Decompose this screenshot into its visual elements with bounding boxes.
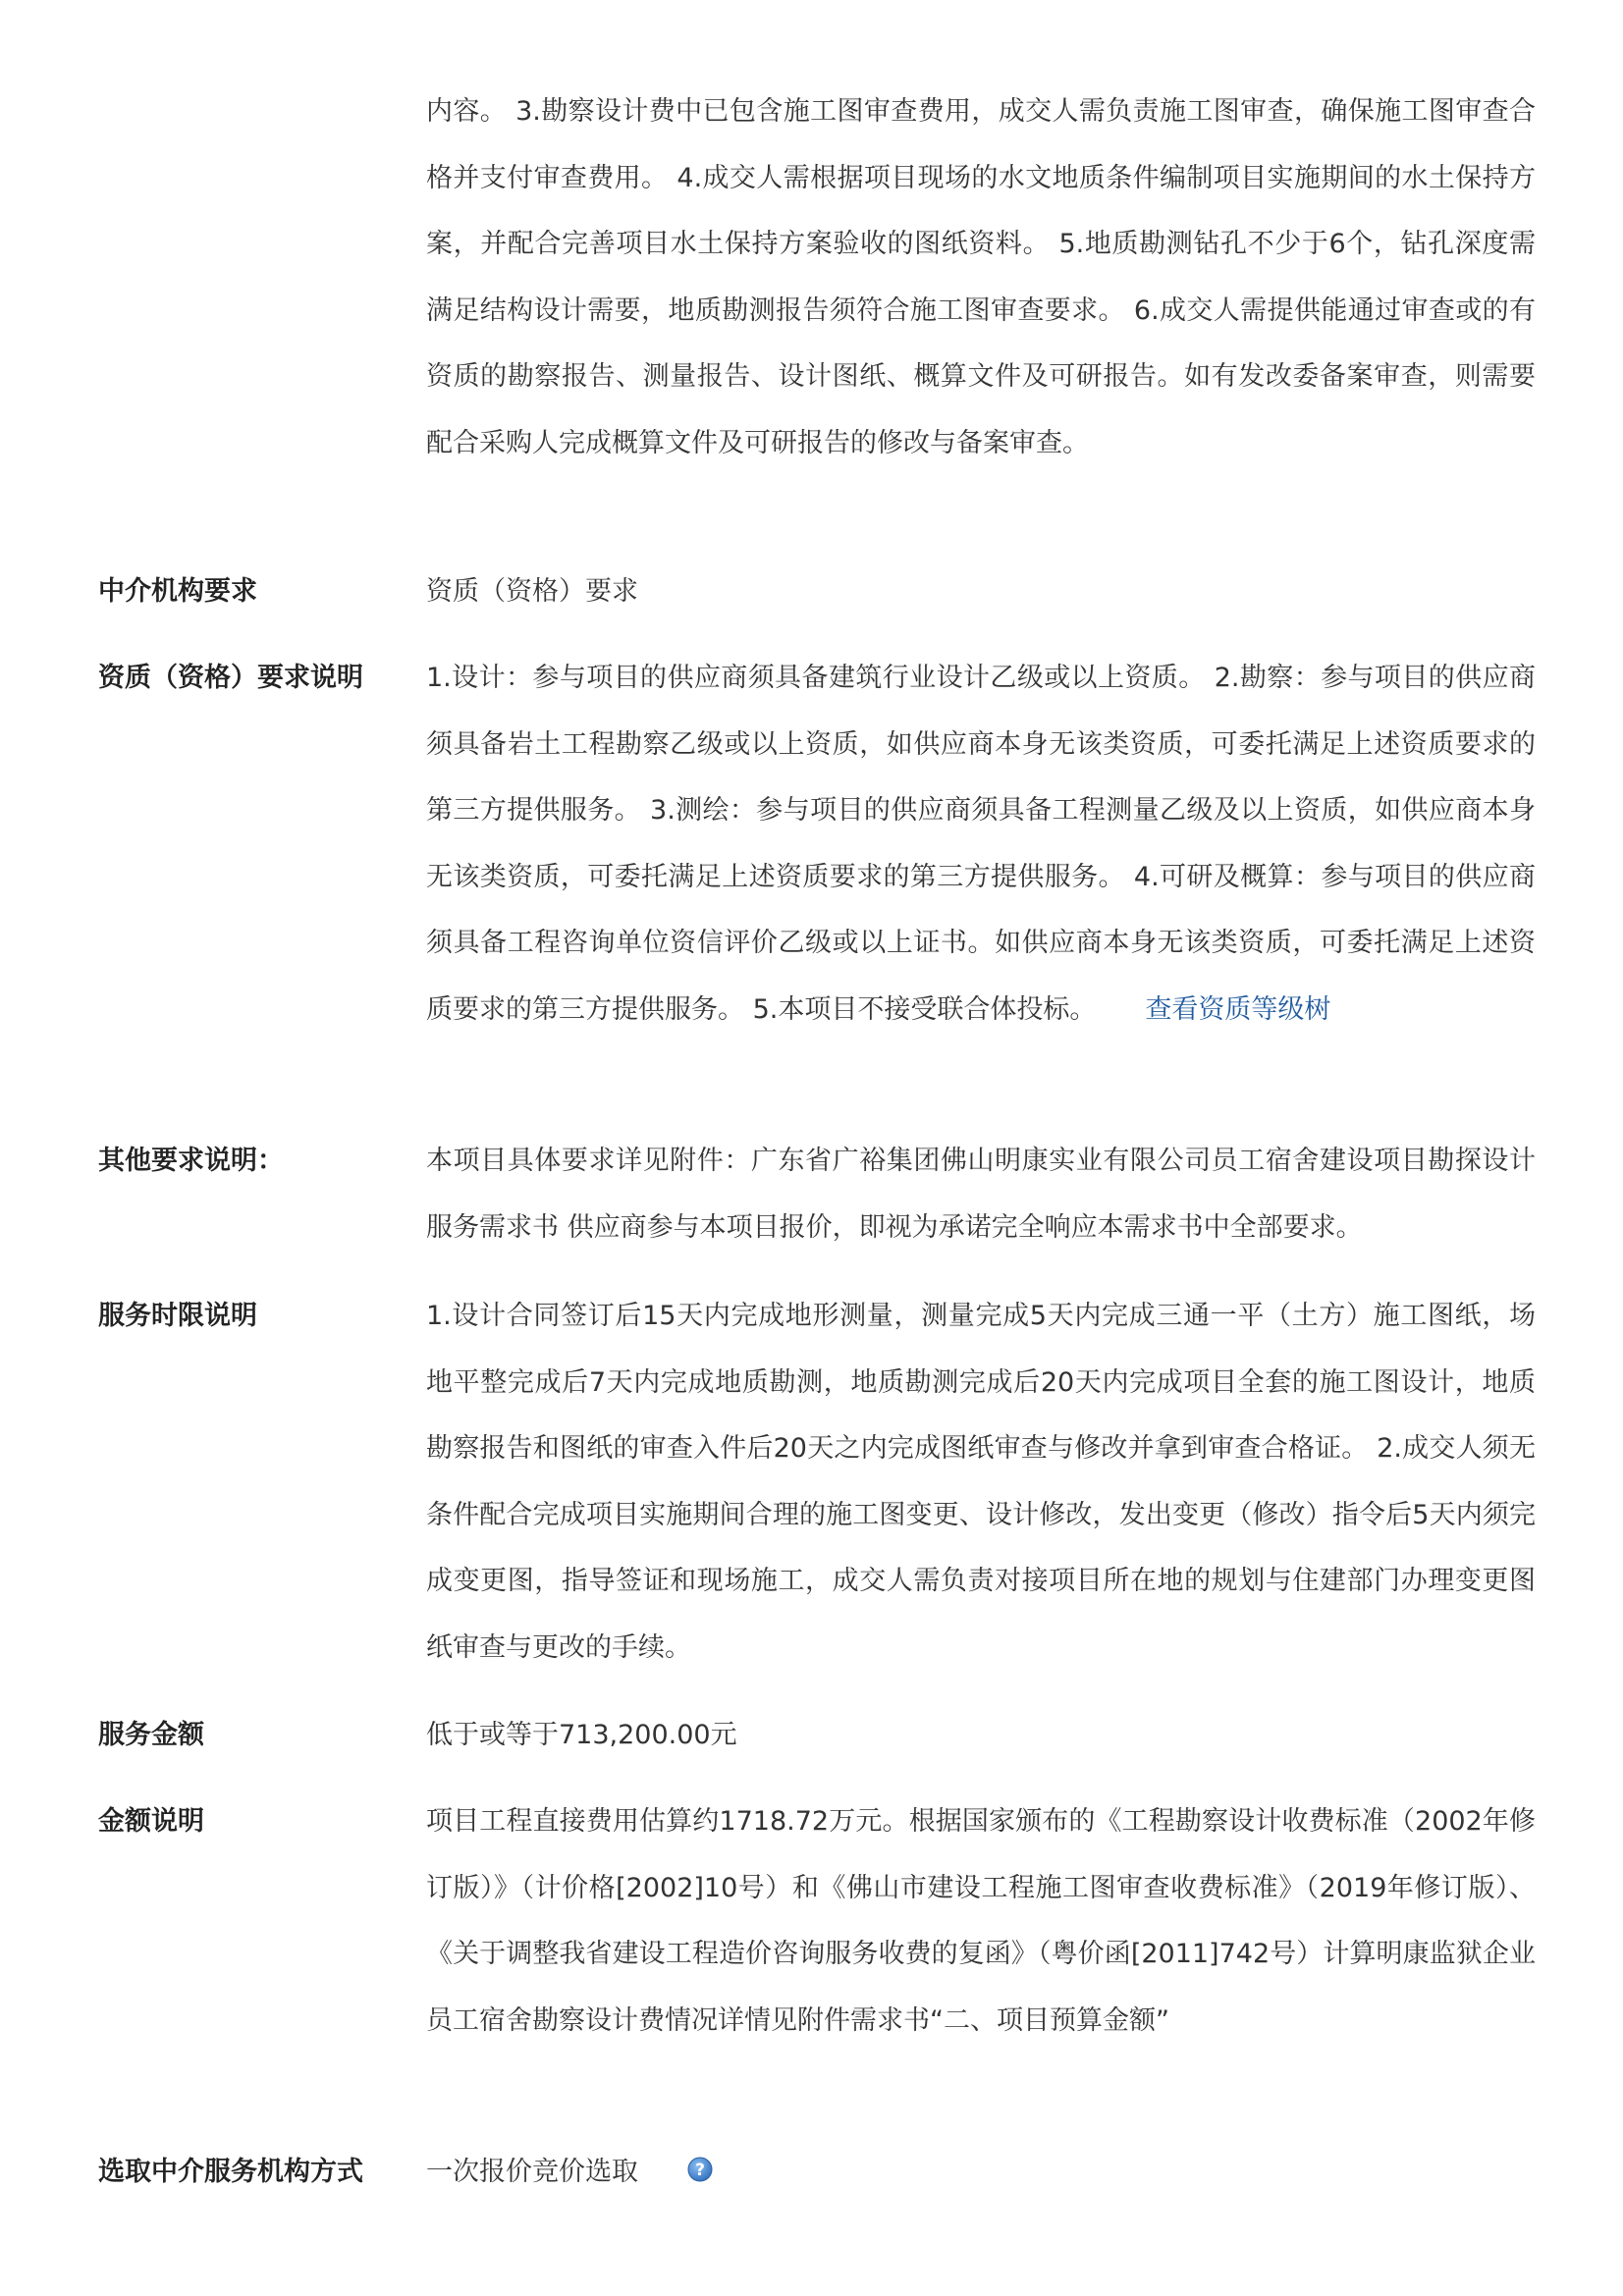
qualification-label: 资质（资格）要求说明 xyxy=(98,663,363,693)
amount-note-label: 金额说明 xyxy=(98,1806,204,1837)
question-help-icon[interactable] xyxy=(687,2141,713,2180)
service-amount-value: 低于或等于713,200.00元 xyxy=(426,1720,737,1750)
qualification-tree-link[interactable]: 查看资质等级树 xyxy=(1145,993,1331,1025)
svg-text:?: ? xyxy=(695,2161,705,2180)
other-requirements-value: 本项目具体要求详见附件：广东省广裕集团佛山明康实业有限公司员工宿舍建设项目勘探设计服务需求书 供应商参与本项目报价，即视为承诺完全响应本需求书中全部要求。 xyxy=(426,1146,1536,1243)
service-amount-label: 服务金额 xyxy=(98,1720,204,1750)
selection-method-value xyxy=(426,2139,1536,2206)
service-period-value: 1.设计合同签订后15天内完成地形测量，测量完成5天内完成三通一平（土方）施工图纸，场地平整完成后7天内完成地质勘测，地质勘测完成后20天内完成项目全套的施工图设计，地质勘察报告和图纸的审查入件后20天之内完成图纸审查与修改并拿到审查合格证。 2.成交人须无条件配合完成项目实施期间合理的施工图变更、设计修改，发出变更（修改）指令后5天内须完成变更图，指导签证和现场施工，成交人需负责对接项目所在地的规划与住建部门办理变更图纸审查与更改的手续。 xyxy=(426,1301,1536,1663)
intermediary-requirement-label: 中介机构要求 xyxy=(98,576,257,607)
selection-method-text: 一次报价竞价选取 xyxy=(426,2157,638,2187)
selection-method-label: 选取中介服务机构方式 xyxy=(98,2157,363,2187)
qualification-value xyxy=(426,645,1536,1042)
intermediary-requirement-value: 资质（资格）要求 xyxy=(426,576,638,607)
service-period-label: 服务时限说明 xyxy=(98,1301,257,1331)
amount-note-value: 项目工程直接费用估算约1718.72万元。根据国家颁布的《工程勘察设计收费标准（2002年修订版）》（计价格[2002]10号）和《佛山市建设工程施工图审查收费标准》（2019年修订版）、《关于调整我省建设工程造价咨询服务收费的复函》（粤价函[2011]742号）计算明康监狱企业员工宿舍勘察设计费情况详情见附件需求书“二、项目预算金额” xyxy=(426,1806,1536,2036)
continuation-text: 内容。 3.勘察设计费中已包含施工图审查费用，成交人需负责施工图审查，确保施工图审查合格并支付审查费用。 4.成交人需根据项目现场的水文地质条件编制项目实施期间的水土保持方案，并配合完善项目水土保持方案验收的图纸资料。 5.地质勘测钻孔不少于6个，钻孔深度需满足结构设计需要，地质勘测报告须符合施工图审查要求。 6.成交人需提供能通过审查或的有资质的勘察报告、测量报告、设计图纸、概算文件及可研报告。如有发改委备案审查，则需要配合采购人完成概算文件及可研报告的修改与备案审查。 xyxy=(426,96,1536,458)
qualification-text: 1.设计：参与项目的供应商须具备建筑行业设计乙级或以上资质。 2.勘察：参与项目的供应商须具备岩土工程勘察乙级或以上资质，如供应商本身无该类资质，可委托满足上述资质要求的第三方提供服务。 3.测绘：参与项目的供应商须具备工程测量乙级及以上资质，如供应商本身无该类资质，可委托满足上述资质要求的第三方提供服务。 4.可研及概算：参与项目的供应商须具备工程咨询单位资信评价乙级或以上证书。如供应商本身无该类资质，可委托满足上述资质要求的第三方提供服务。 5.本项目不接受联合体投标。 xyxy=(426,663,1536,1025)
other-requirements-label: 其他要求说明： xyxy=(98,1146,284,1176)
